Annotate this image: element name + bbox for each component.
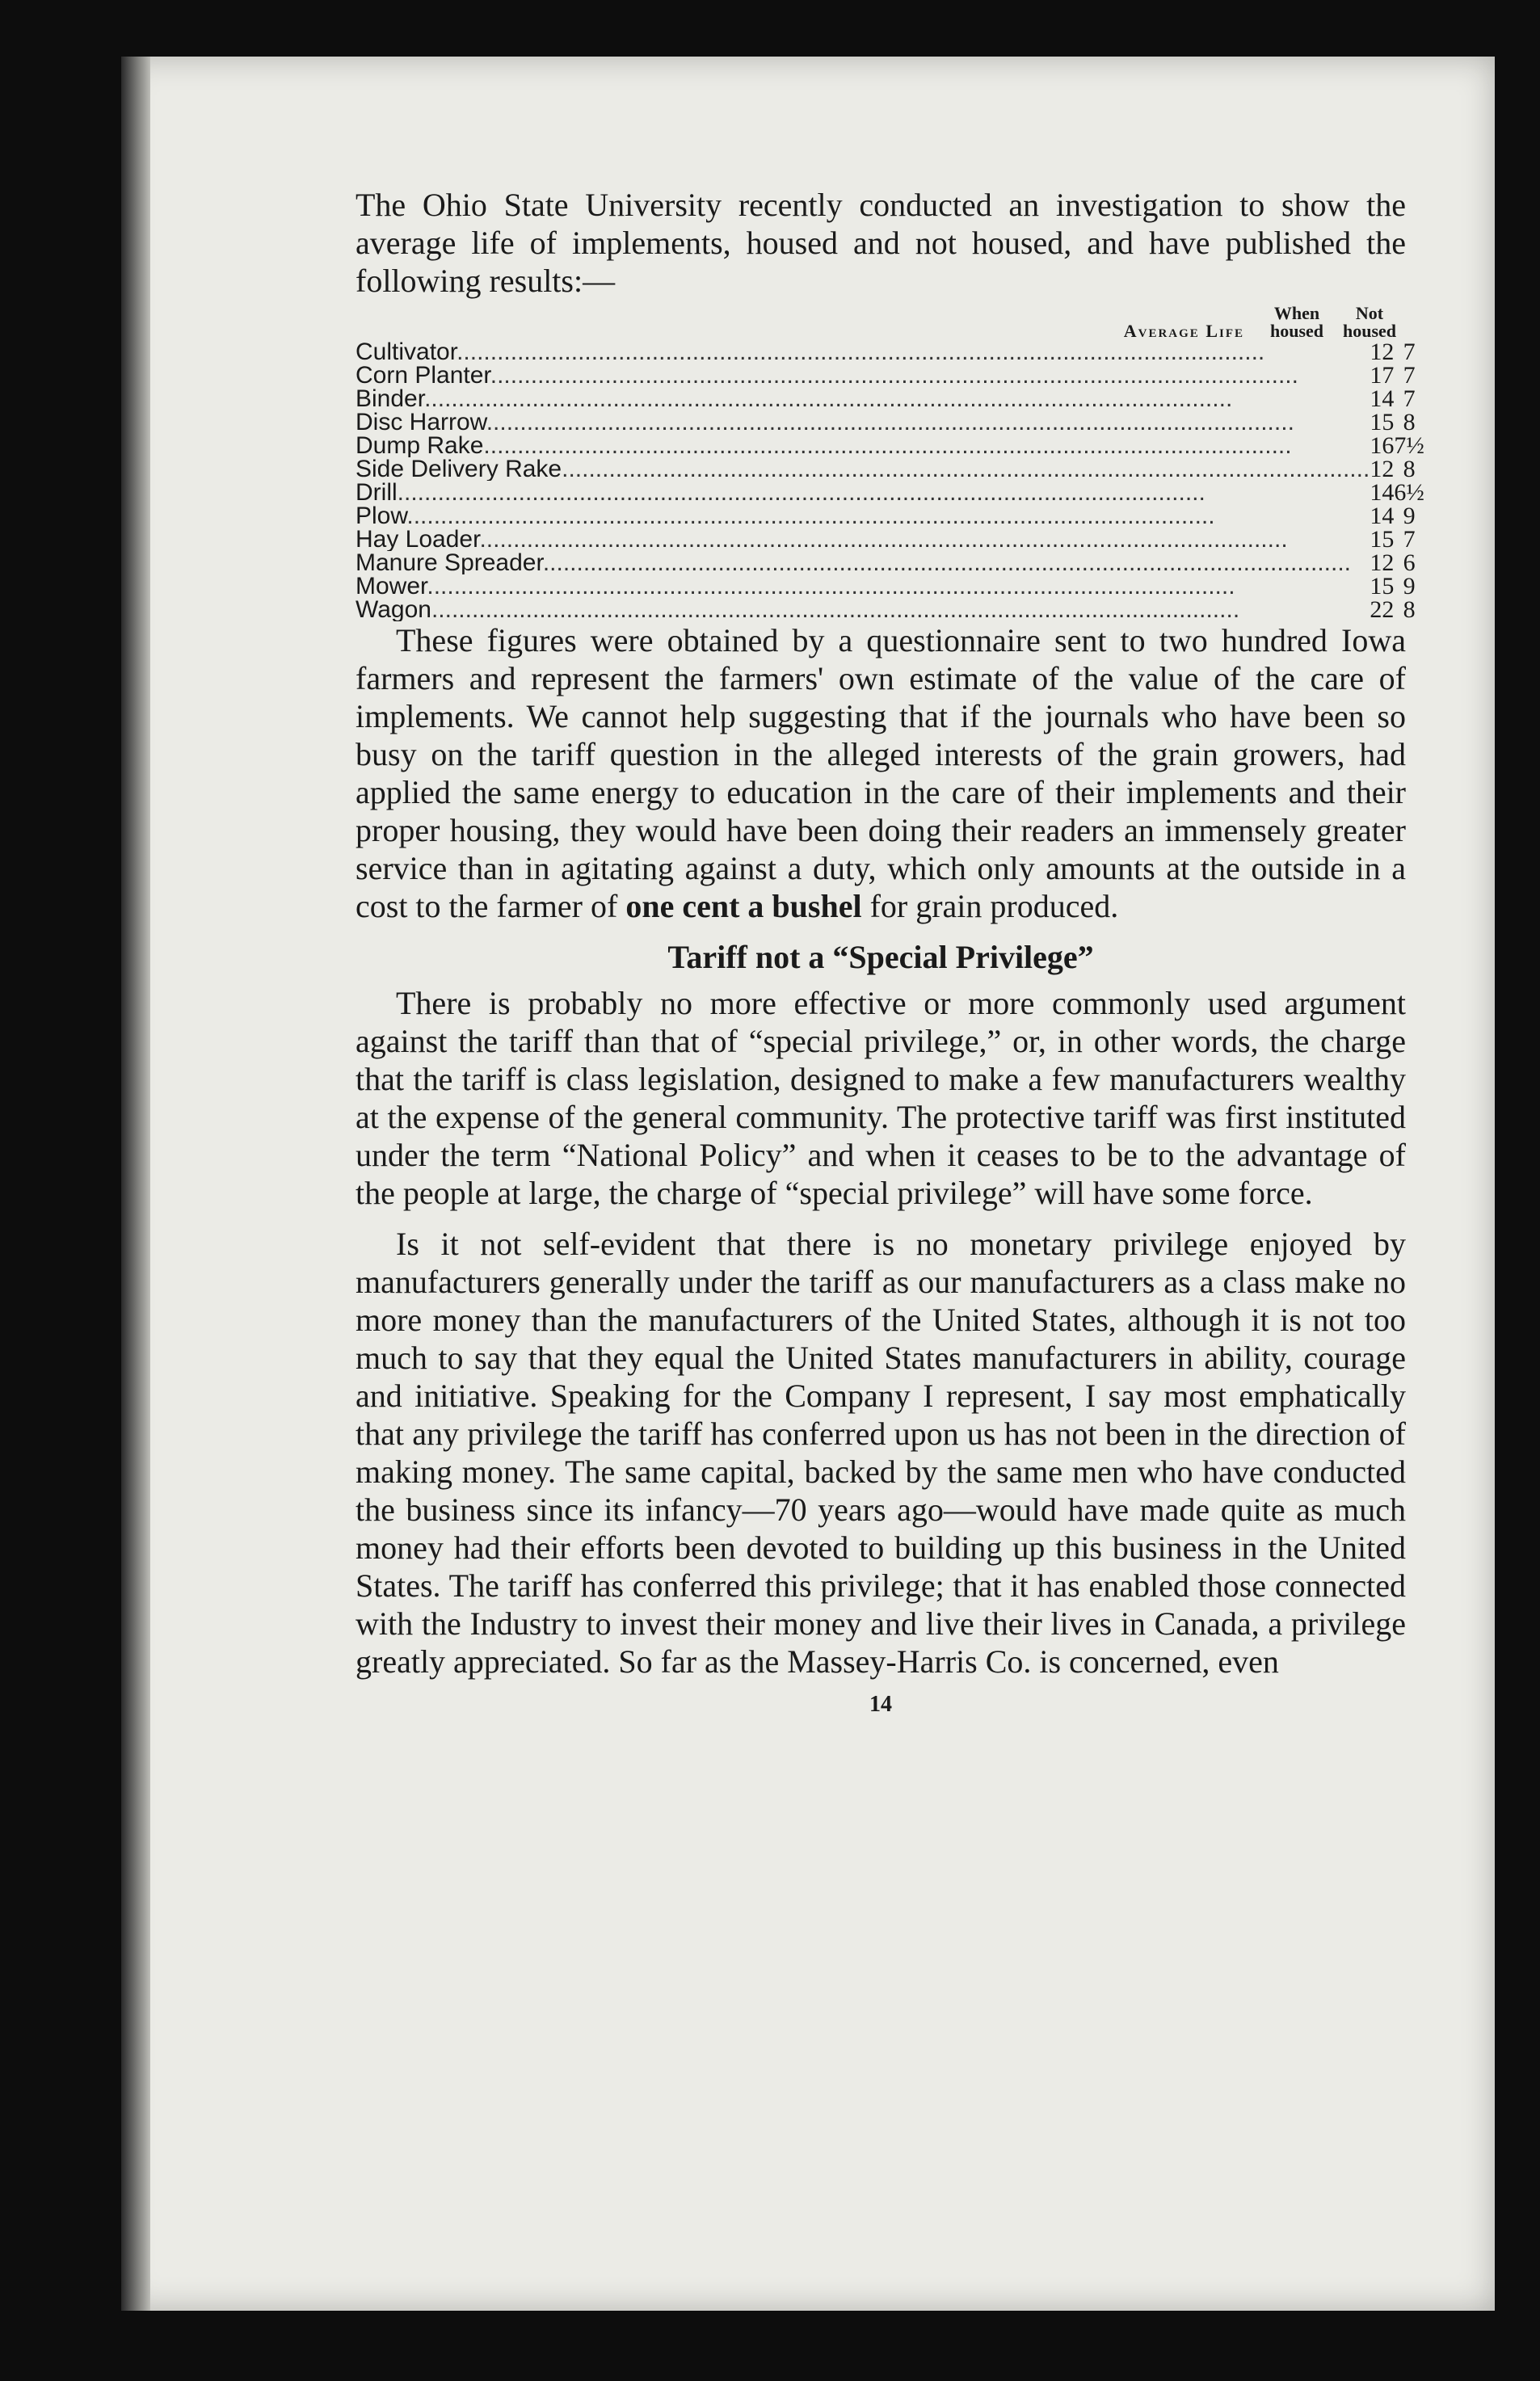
implement-name bbox=[356, 574, 1370, 598]
col-housed-header: When housed bbox=[1269, 303, 1324, 341]
not-housed-years: 8 bbox=[1403, 596, 1416, 623]
dot-leader: ........................................................................................................................ bbox=[406, 504, 1215, 528]
housed-years: 15 bbox=[1370, 526, 1395, 553]
implement-name-text: Dump Rake bbox=[356, 434, 484, 457]
implement-name-text: Drill bbox=[356, 481, 398, 504]
table-row bbox=[356, 410, 1424, 434]
intro-paragraph: The Ohio State University recently conducted an investigation to show the average life of implements, housed and not housed, and have published the following results:— bbox=[356, 187, 1406, 299]
figures-paragraph-end: for grain produced. bbox=[869, 888, 1119, 924]
table-row bbox=[356, 551, 1424, 574]
figures-paragraph bbox=[356, 621, 1406, 925]
housed-years: 12 bbox=[1370, 549, 1395, 576]
housed-years: 12 bbox=[1370, 339, 1395, 365]
table-row bbox=[356, 481, 1424, 504]
not-housed-years: 6 bbox=[1403, 549, 1416, 576]
not-housed-years: 7½ bbox=[1394, 432, 1424, 459]
page-number: 14 bbox=[869, 1692, 892, 1717]
dot-leader: ........................................................................................................................ bbox=[490, 364, 1298, 387]
implement-name-text: Wagon bbox=[356, 598, 431, 621]
implement-life-table bbox=[356, 340, 1424, 621]
table-caption: Average Life bbox=[1123, 321, 1244, 341]
implement-name-text: Mower bbox=[356, 574, 427, 598]
housed-years: 15 bbox=[1370, 409, 1395, 435]
page-content bbox=[356, 186, 1424, 1718]
section-heading: Tariff not a “Special Privilege” bbox=[667, 939, 1094, 975]
table-row bbox=[356, 387, 1424, 410]
implement-name bbox=[356, 598, 1370, 621]
not-housed-years: 8 bbox=[1403, 456, 1416, 482]
implement-name bbox=[356, 387, 1370, 410]
implement-name bbox=[356, 457, 1370, 481]
implement-name bbox=[356, 410, 1370, 434]
table-row bbox=[356, 574, 1424, 598]
figures-paragraph-text: These figures were obtained by a questionnaire sent to two hundred Iowa farmers and represent the farmers' own estimate of the value of the care of implements. We cannot help suggesting that if the journals who have been so busy on the tariff question in the alleged interests of the grain growers, had applied the same energy to education in the care of their implements and their proper housing, they would have been doing their readers an immensely greater service than in agitating against a duty, which only amounts at the outside in a cost to the farmer of bbox=[356, 622, 1406, 924]
not-housed-years: 9 bbox=[1403, 503, 1416, 529]
figures-paragraph-emphasis: one cent a bushel bbox=[625, 888, 862, 924]
dot-leader: ........................................................................................................................ bbox=[424, 387, 1233, 410]
implement-name bbox=[356, 364, 1370, 387]
table-row bbox=[356, 457, 1424, 481]
housed-years: 17 bbox=[1370, 362, 1395, 389]
housed-years: 14 bbox=[1370, 385, 1395, 412]
table-header bbox=[356, 305, 1406, 340]
housed-years: 12 bbox=[1370, 456, 1395, 482]
implement-name bbox=[356, 481, 1370, 504]
page-binding-edge bbox=[121, 57, 150, 2311]
implement-name-text: Cultivator bbox=[356, 340, 457, 364]
dot-leader: ........................................................................................................................ bbox=[431, 598, 1240, 621]
housed-years: 15 bbox=[1370, 573, 1395, 599]
dot-leader: ........................................................................................................................ bbox=[562, 457, 1370, 481]
implement-name bbox=[356, 434, 1370, 457]
implement-name-text: Hay Loader bbox=[356, 528, 480, 551]
housed-years: 22 bbox=[1370, 596, 1395, 623]
implement-name-text: Binder bbox=[356, 387, 425, 410]
dot-leader: ........................................................................................................................ bbox=[397, 481, 1205, 504]
housed-years: 14 bbox=[1370, 479, 1395, 506]
housed-years: 14 bbox=[1370, 503, 1395, 529]
not-housed-years: 7 bbox=[1403, 385, 1416, 412]
table-row bbox=[356, 340, 1424, 364]
not-housed-years: 7 bbox=[1403, 526, 1416, 553]
col-not-housed-header: Not housed bbox=[1342, 303, 1397, 341]
dot-leader: ........................................................................................................................ bbox=[457, 340, 1265, 364]
not-housed-years: 7 bbox=[1403, 339, 1416, 365]
not-housed-years: 8 bbox=[1403, 409, 1416, 435]
implement-name bbox=[356, 504, 1370, 528]
dot-leader: ........................................................................................................................ bbox=[483, 434, 1292, 457]
dot-leader: ........................................................................................................................ bbox=[479, 528, 1288, 551]
implement-name-text: Disc Harrow bbox=[356, 410, 486, 434]
not-housed-years: 9 bbox=[1403, 573, 1416, 599]
implement-name-text: Plow bbox=[356, 504, 407, 528]
implement-name-text: Corn Planter bbox=[356, 364, 490, 387]
not-housed-years: 6½ bbox=[1394, 479, 1424, 506]
implement-name-text: Manure Spreader bbox=[356, 551, 543, 574]
implement-name bbox=[356, 340, 1370, 364]
table-row bbox=[356, 504, 1424, 528]
implement-name bbox=[356, 551, 1370, 574]
dot-leader: ........................................................................................................................ bbox=[542, 551, 1352, 574]
table-row bbox=[356, 364, 1424, 387]
implement-name bbox=[356, 528, 1370, 551]
special-privilege-paragraph: There is probably no more effective or more commonly used argument against the tariff than that of “special privilege,” or, in other words, the charge that the tariff is class legislation, designed to make a few manufacturers wealthy at the expense of the general community. The protective tariff was first instituted under the term “National Policy” and when it ceases to be to the advantage of the people at large, the charge of “special privilege” will have some force. bbox=[356, 985, 1406, 1211]
not-housed-years: 7 bbox=[1403, 362, 1416, 389]
table-row bbox=[356, 528, 1424, 551]
housed-years: 16 bbox=[1370, 432, 1395, 459]
dot-leader: ........................................................................................................................ bbox=[486, 410, 1294, 434]
dot-leader: ........................................................................................................................ bbox=[427, 574, 1235, 598]
implement-name-text: Side Delivery Rake bbox=[356, 457, 562, 481]
monetary-privilege-paragraph: Is it not self-evident that there is no monetary privilege enjoyed by manufacturers generally under the tariff as our manufacturers as a class make no more money than the manufacturers of the United States, although it is not too much to say that they equal the United States manufacturers in ability, courage and initiative. Speaking for the Company I represent, I say most emphatically that any privilege the tariff has conferred upon us has not been in the direction of making money. The same capital, backed by the same men who have conducted the business since its infancy—70 years ago—would have made quite as much money had their efforts been devoted to building up this business in the United States. The tariff has conferred this privilege; that it has enabled those connected with the Industry to invest their money and live their lives in Canada, a privilege greatly appreciated. So far as the Massey-Harris Co. is concerned, even bbox=[356, 1226, 1406, 1680]
table-row bbox=[356, 434, 1424, 457]
table-row bbox=[356, 598, 1424, 621]
